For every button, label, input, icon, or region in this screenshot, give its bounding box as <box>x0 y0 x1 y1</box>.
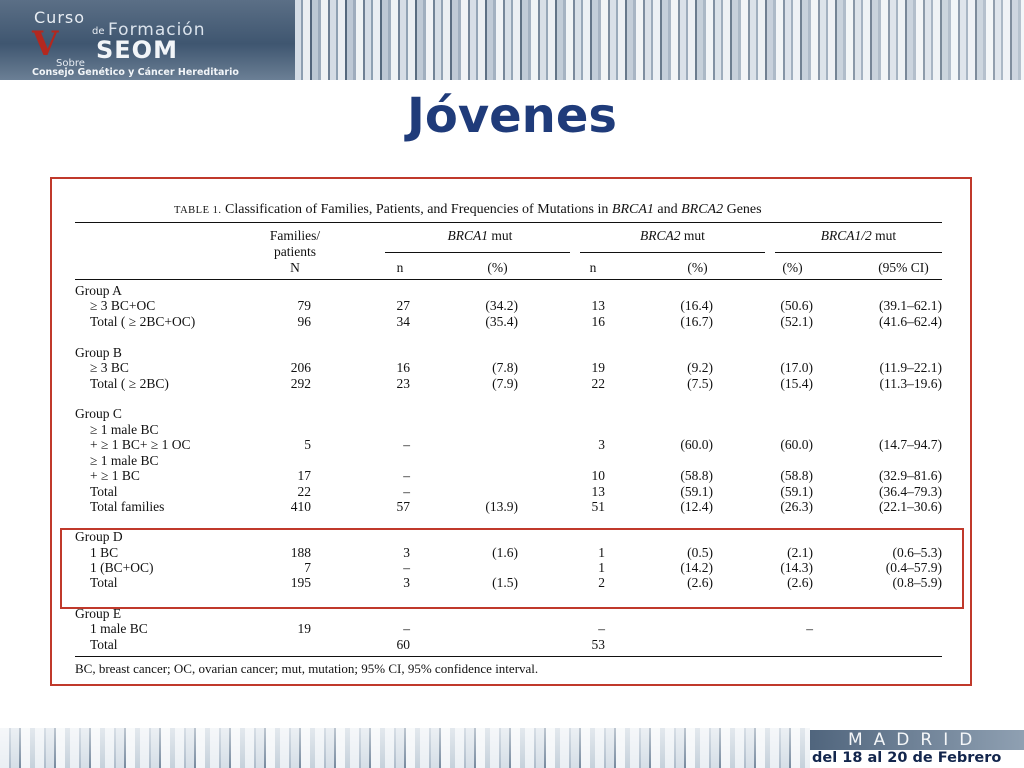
row-label: Total <box>90 484 118 499</box>
group-label: Group B <box>75 345 122 360</box>
header-n2: n <box>589 260 597 275</box>
row-label: Total <box>90 637 118 652</box>
cell-N: 22 <box>297 484 311 499</box>
header-ci: (95% CI) <box>878 260 929 275</box>
cell-N: 410 <box>290 499 311 514</box>
header-brca12-mut-label: mut <box>875 228 897 243</box>
row-label: + ≥ 1 BC <box>90 468 140 483</box>
cell-N: 195 <box>290 575 311 590</box>
cell-n1: – <box>403 621 410 636</box>
cell-N: 96 <box>297 314 311 329</box>
brca1-subheader-rule <box>385 252 570 253</box>
footer-dates: del 18 al 20 de Febrero <box>812 750 1002 766</box>
cell-p3: (2.6) <box>787 575 813 590</box>
cell-p3: (2.1) <box>787 545 813 560</box>
header-families-line1: Families/ <box>269 228 321 243</box>
header-families-n: N <box>290 260 300 275</box>
cell-n1: 27 <box>396 298 410 313</box>
header-brca1-gene: BRCA1 <box>447 228 489 243</box>
cell-N: 188 <box>290 545 311 560</box>
logo-de-text: de <box>92 26 105 37</box>
row-label: ≥ 3 BC+OC <box>90 298 156 313</box>
row-label: Total families <box>90 499 165 514</box>
cell-n1: – <box>403 560 410 575</box>
header-families-line2: patients <box>274 244 316 259</box>
table-bottom-rule <box>75 656 942 657</box>
row-label: ≥ 3 BC <box>90 360 129 375</box>
cell-p1: (7.9) <box>492 376 518 391</box>
brca12-subheader-rule <box>775 252 942 253</box>
group-d-highlight <box>60 528 964 609</box>
cell-ci: (0.8–5.9) <box>892 575 942 590</box>
logo-subtitle: Consejo Genético y Cáncer Hereditario <box>32 67 239 78</box>
cell-n2: 53 <box>591 637 605 652</box>
cell-p2: (59.1) <box>680 484 713 499</box>
logo-curso-text: Curso <box>34 8 86 27</box>
cell-ci: (39.1–62.1) <box>879 298 942 313</box>
footer-city: MADRID <box>848 730 984 750</box>
cell-p2: (16.4) <box>680 298 713 313</box>
cell-ci: (11.9–22.1) <box>879 360 942 375</box>
row-label: ≥ 1 male BC <box>90 453 159 468</box>
header-pct1: (%) <box>487 260 508 275</box>
cell-p2: (14.2) <box>680 560 713 575</box>
brca2-subheader-rule <box>580 252 765 253</box>
row-label: ≥ 1 male BC <box>90 422 159 437</box>
footer-stripes-decoration <box>0 728 810 768</box>
cell-ci: (22.1–30.6) <box>879 499 942 514</box>
cell-ci: (0.4–57.9) <box>885 560 942 575</box>
cell-N: 19 <box>297 621 311 636</box>
cell-p3: (60.0) <box>780 437 813 452</box>
cell-N: 206 <box>290 360 311 375</box>
header-pct2: (%) <box>687 260 708 275</box>
row-label: 1 BC <box>90 545 119 560</box>
caption-gene1: BRCA1 <box>611 202 654 217</box>
cell-N: 79 <box>297 298 311 313</box>
cell-p2: (2.6) <box>687 575 713 590</box>
cell-p1: (1.5) <box>492 575 518 590</box>
row-label: Total ( ≥ 2BC) <box>90 376 169 391</box>
logo-roman-numeral: V <box>32 24 59 64</box>
cell-p1: (13.9) <box>485 499 518 514</box>
cell-p3: (17.0) <box>780 360 813 375</box>
group-label: Group A <box>75 283 122 298</box>
cell-n2: 1 <box>598 545 605 560</box>
cell-n1: – <box>403 484 410 499</box>
header-pct3: (%) <box>782 260 803 275</box>
footer-banner <box>0 728 1024 768</box>
cell-p3: (26.3) <box>780 499 813 514</box>
cell-ci: (14.7–94.7) <box>879 437 942 452</box>
table-top-rule <box>75 222 942 223</box>
cell-n2: 13 <box>591 484 605 499</box>
cell-n2: 3 <box>598 437 605 452</box>
row-label: 1 male BC <box>90 621 148 636</box>
cell-p3: (15.4) <box>780 376 813 391</box>
cell-n1: 16 <box>396 360 410 375</box>
table-footnote: BC, breast cancer; OC, ovarian cancer; mut, mutation; 95% CI, 95% confidence interval. <box>75 661 539 676</box>
group-label: Group E <box>75 606 122 621</box>
cell-p3: (58.8) <box>780 468 813 483</box>
table-caption <box>174 202 762 218</box>
header-brca2-mut-label: mut <box>683 228 705 243</box>
cell-p2: (7.5) <box>687 376 713 391</box>
course-logo <box>0 0 295 80</box>
cell-p3: (59.1) <box>780 484 813 499</box>
caption-tag: TABLE 1. <box>174 205 222 216</box>
cell-n2: 13 <box>591 298 605 313</box>
cell-p2: (58.8) <box>680 468 713 483</box>
logo-formacion-text: Formación <box>108 20 206 40</box>
cell-n2: 51 <box>591 499 605 514</box>
cell-p3: (52.1) <box>780 314 813 329</box>
header-stripes-overlay <box>295 0 1024 80</box>
cell-N: 7 <box>304 560 311 575</box>
cell-N: 17 <box>297 468 311 483</box>
header-brca1-mut <box>385 228 575 243</box>
cell-ci: (0.6–5.3) <box>892 545 942 560</box>
cell-n1: – <box>403 437 410 452</box>
cell-p2: (60.0) <box>680 437 713 452</box>
cell-ci: (36.4–79.3) <box>879 484 942 499</box>
row-label: 1 (BC+OC) <box>90 560 154 575</box>
cell-N: 5 <box>304 437 311 452</box>
cell-n2: 2 <box>598 575 605 590</box>
cell-p2: (12.4) <box>680 499 713 514</box>
caption-and: and <box>657 202 678 217</box>
cell-n1: 34 <box>396 314 410 329</box>
cell-n1: – <box>403 468 410 483</box>
header-n1: n <box>396 260 404 275</box>
row-label: + ≥ 1 BC+ ≥ 1 OC <box>90 437 191 452</box>
cell-n2: 19 <box>591 360 605 375</box>
cell-p1: (7.8) <box>492 360 518 375</box>
caption-end: Genes <box>726 202 762 217</box>
cell-p1: (1.6) <box>492 545 518 560</box>
header-brca2-mut <box>580 228 765 243</box>
cell-ci: (41.6–62.4) <box>879 314 942 329</box>
cell-p2: (0.5) <box>687 545 713 560</box>
cell-p3: (14.3) <box>780 560 813 575</box>
cell-n1: 3 <box>403 545 410 560</box>
cell-n1: 3 <box>403 575 410 590</box>
group-label: Group D <box>75 529 123 544</box>
cell-p3: – <box>806 621 813 636</box>
header-brca12-mut <box>775 228 942 243</box>
cell-ci: (11.3–19.6) <box>879 376 942 391</box>
cell-n1: 23 <box>396 376 410 391</box>
cell-p3: (50.6) <box>780 298 813 313</box>
row-label: Total ( ≥ 2BC+OC) <box>90 314 196 329</box>
cell-ci: (32.9–81.6) <box>879 468 942 483</box>
cell-p2: (9.2) <box>687 360 713 375</box>
header-brca1-mut-label: mut <box>491 228 513 243</box>
logo-sobre-text: Sobre <box>56 58 85 69</box>
header-brca12-gene: BRCA1/2 <box>820 228 872 243</box>
slide-title: Jóvenes <box>407 88 617 144</box>
header-bottom-rule <box>75 279 942 280</box>
cell-n2: 22 <box>591 376 605 391</box>
cell-p2: (16.7) <box>680 314 713 329</box>
cell-n1: 60 <box>396 637 410 652</box>
cell-p1: (34.2) <box>485 298 518 313</box>
caption-gene2: BRCA2 <box>681 202 724 217</box>
cell-n1: 57 <box>396 499 410 514</box>
cell-p1: (35.4) <box>485 314 518 329</box>
caption-text: Classification of Families, Patients, and Frequencies of Mutations in <box>225 202 609 217</box>
cell-N: 292 <box>290 376 311 391</box>
cell-n2: – <box>598 621 605 636</box>
cell-n2: 10 <box>591 468 605 483</box>
row-label: Total <box>90 575 118 590</box>
header-banner <box>0 0 1024 80</box>
header-brca2-gene: BRCA2 <box>640 228 681 243</box>
group-label: Group C <box>75 406 122 421</box>
logo-seom-text: SEOM <box>96 36 178 64</box>
cell-n2: 16 <box>591 314 605 329</box>
cell-n2: 1 <box>598 560 605 575</box>
